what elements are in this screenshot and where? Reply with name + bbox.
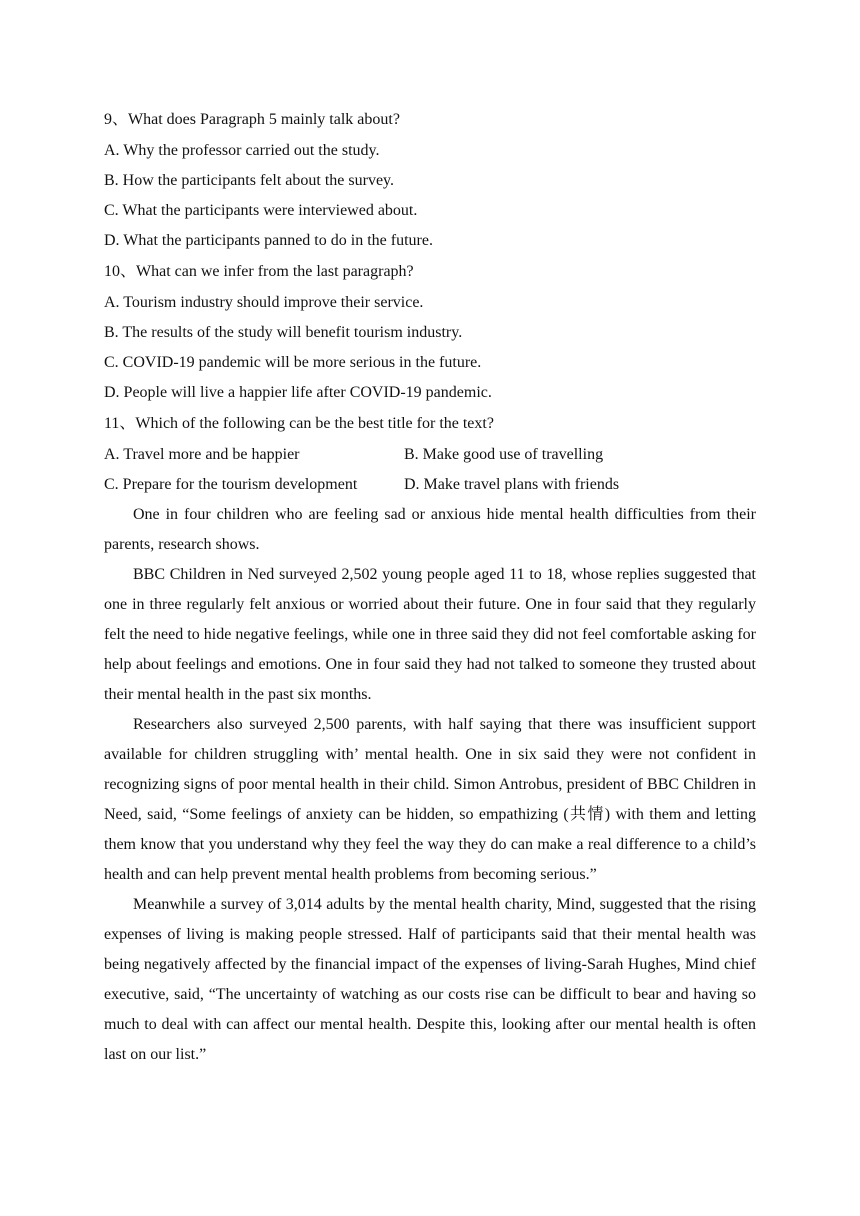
question-9-option-c: C. What the participants were interviewed about. [104,202,418,219]
passage-paragraph-4: Meanwhile a survey of 3,014 adults by the mental health charity, Mind, suggested that the rising expenses of living is making people stressed. Half of participants said that their mental health was being negatively affected by the financial impact of the expenses of living-Sarah Hughes, Mind chief executive, said, “The uncertainty of watching as our costs rise can be difficult to bear and having so much to deal with can affect our mental health. Despite this, looking after our mental health is often last on our list.” [104,896,756,1063]
document-page [104,104,756,1070]
question-10-option-a: A. Tourism industry should improve their service. [104,294,424,311]
question-11-option-a: A. Travel more and be happier [104,446,300,463]
question-10-stem: 10、What can we infer from the last paragraph? [104,263,414,280]
question-11-option-c: C. Prepare for the tourism development [104,476,358,493]
question-9-option-b: B. How the participants felt about the survey. [104,172,394,189]
question-11-option-b: B. Make good use of travelling [404,446,604,463]
question-9-stem: 9、What does Paragraph 5 mainly talk about? [104,111,400,128]
question-10-option-b: B. The results of the study will benefit tourism industry. [104,324,463,341]
question-11-option-d: D. Make travel plans with friends [404,476,620,493]
question-9-option-a: A. Why the professor carried out the study. [104,142,380,159]
passage-paragraph-1: One in four children who are feeling sad or anxious hide mental health difficulties from their parents, research shows. [104,506,756,553]
question-11-options-row-2 [104,470,756,500]
question-11-stem: 11、Which of the following can be the best title for the text? [104,415,494,432]
question-9-option-d: D. What the participants panned to do in the future. [104,232,433,249]
question-10-option-c: C. COVID-19 pandemic will be more serious in the future. [104,354,482,371]
question-10-option-d: D. People will live a happier life after COVID-19 pandemic. [104,384,492,401]
passage-paragraph-2: BBC Children in Ned surveyed 2,502 young people aged 11 to 18, whose replies suggested that one in three regularly felt anxious or worried about their future. One in four said that they regularly felt the need to hide negative feelings, while one in three said they did not feel comfortable asking for help about feelings and emotions. One in four said they had not talked to someone they trusted about their mental health in the past six months. [104,566,756,703]
passage-paragraph-3: Researchers also surveyed 2,500 parents, with half saying that there was insufficient support available for children struggling with’ mental health. One in six said they were not confident in recognizing signs of poor mental health in their child. Simon Antrobus, president of BBC Children in Need, said, “Some feelings of anxiety can be hidden, so empathizing (共情) with them and letting them know that you understand why they feel the way they do can make a real difference to a child’s health and can help prevent mental health problems from becoming serious.” [104,716,756,883]
question-11-options-row-1 [104,440,756,470]
